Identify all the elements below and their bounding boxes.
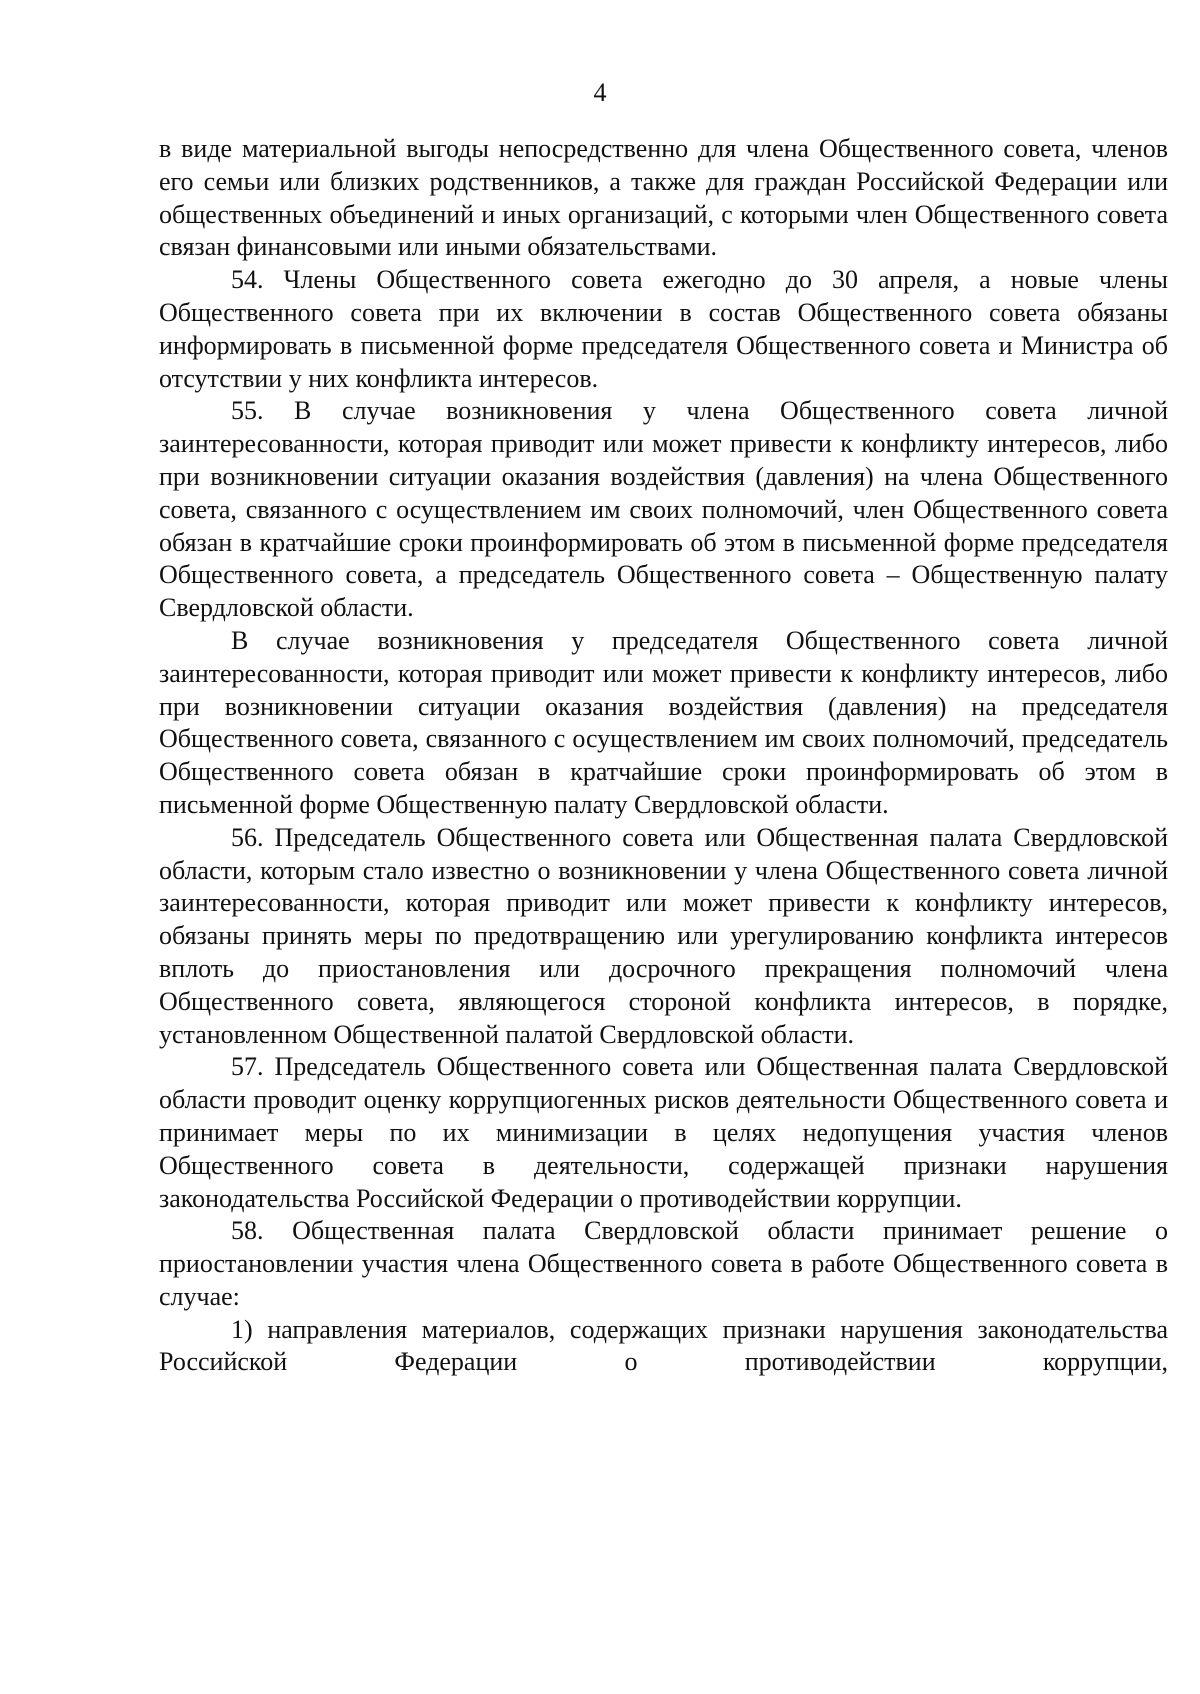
page-number: 4	[593, 78, 607, 107]
paragraph-58: 58. Общественная палата Свердловской области принимает решение о приостановлении участия члена Общественного совета в работе Общественного совета в случае:	[159, 1216, 1168, 1311]
paragraph-58-item-1: 1) направления материалов, содержащих признаки нарушения законодательства Российской Федерации о противодействии коррупции,	[159, 1314, 1168, 1377]
paragraph-56: 56. Председатель Общественного совета или Общественная палата Свердловской области, которым стало известно о возникновении у члена Общественного совета личной заинтересованности, которая приводит или может привести к конфликту интересов, обязаны принять меры по предотвращению или урегулированию конфликта интересов вплоть до приостановления или досрочного прекращения полномочий члена Общественного совета, являющегося стороной конфликта интересов, в порядке, установленном Общественной палатой Свердловской области.	[159, 822, 1168, 1049]
paragraph-54: 54. Члены Общественного совета ежегодно до 30 апреля, а новые члены Общественного совета при их включении в состав Общественного совета обязаны информировать в письменной форме председателя Общественного совета и Министра об отсутствии у них конфликта интересов.	[159, 265, 1168, 393]
paragraph-55-chairman: В случае возникновения у председателя Общественного совета личной заинтересованности, которая приводит или может привести к конфликту интересов, либо при возникновении ситуации оказания воздействия (давления) на председателя Общественного совета, связанного с осуществлением им своих полномочий, председатель Общественного совета обязан в кратчайшие сроки проинформировать об этом в письменной форме Общественную палату Свердловской области.	[159, 625, 1168, 819]
paragraph-55: 55. В случае возникновения у члена Общественного совета личной заинтересованности, которая приводит или может привести к конфликту интересов, либо при возникновении ситуации оказания воздействия (давления) на члена Общественного совета, связанного с осуществлением им своих полномочий, член Общественного совета обязан в кратчайшие сроки проинформировать об этом в письменной форме председателя Общественного совета, а председатель Общественного совета – Общественную палату Свердловской области.	[159, 396, 1168, 623]
paragraph-continuation: в виде материальной выгоды непосредственно для члена Общественного совета, членов его семьи или близких родственников, а также для граждан Российской Федерации или общественных объединений и иных организаций, с которыми член Общественного совета связан финансовыми или иными обязательствами.	[159, 134, 1168, 262]
document-body	[159, 133, 1168, 1379]
paragraph-57: 57. Председатель Общественного совета или Общественная палата Свердловской области проводит оценку коррупциогенных рисков деятельности Общественного совета и принимает меры по их минимизации в целях недопущения участия членов Общественного совета в деятельности, содержащей признаки нарушения законодательства Российской Федерации о противодействии коррупции.	[159, 1052, 1168, 1213]
